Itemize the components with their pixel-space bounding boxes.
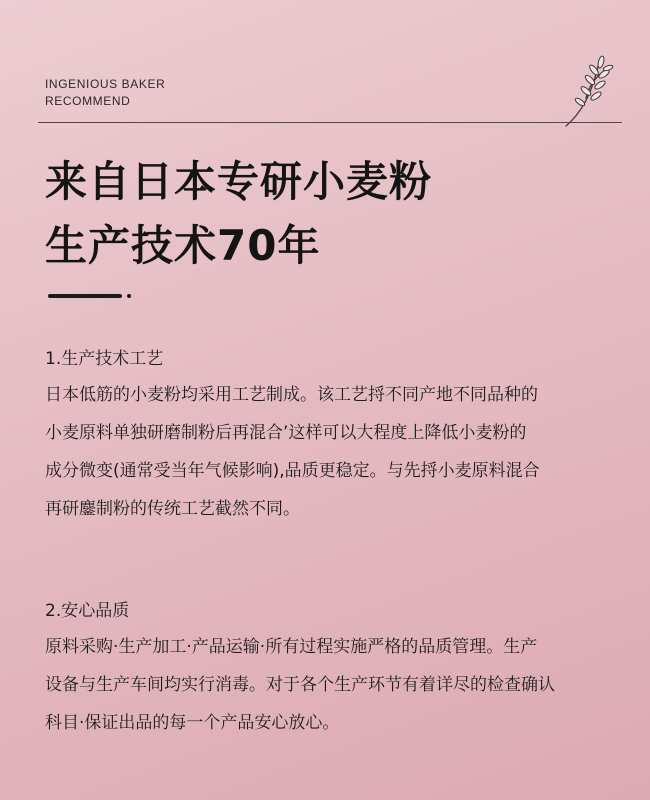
title-line-2: 生产技术70年 [45, 221, 321, 270]
section-heading: 1.生产技术工艺 [45, 349, 164, 369]
header-divider [38, 122, 622, 123]
brand-line-2: RECOMMEND [45, 94, 131, 108]
section-heading: 2.安心品质 [45, 601, 130, 621]
page-title [45, 150, 432, 278]
title-line-1: 来自日本专研小麦粉 [45, 157, 433, 206]
wheat-icon [556, 52, 614, 128]
title-accent-dot [127, 294, 131, 298]
body-line: 成分微变(通常受当年气候影响),品质更稳定。与先捋小麦原料混合 [45, 461, 540, 481]
brand-line-1: INGENIOUS BAKER [45, 77, 166, 91]
section-body [45, 628, 620, 742]
body-line: 设备与生产车间均实行消毒。对于各个生产环节有着详尽的检查确认 [45, 675, 555, 695]
brand-block [45, 76, 165, 110]
body-line: 日本低筋的小麦粉均采用工艺制成。该工艺捋不同产地不同品种的 [45, 385, 538, 405]
section-body [45, 376, 620, 528]
title-accent-bar [48, 294, 122, 298]
body-line: 科目·保证出品的每一个产品安心放心。 [45, 713, 340, 733]
body-line: 再研鏖制粉的传统工艺截然不同。 [45, 499, 300, 519]
body-line: 小麦原料单独研磨制粉后再混合’这样可以大程度上降低小麦粉的 [45, 423, 527, 443]
section-quality [45, 594, 620, 742]
section-craft [45, 342, 620, 528]
body-line: 原料采购·生产加工·产品运输·所有过程实施严格的品质管理。生产 [45, 637, 538, 657]
